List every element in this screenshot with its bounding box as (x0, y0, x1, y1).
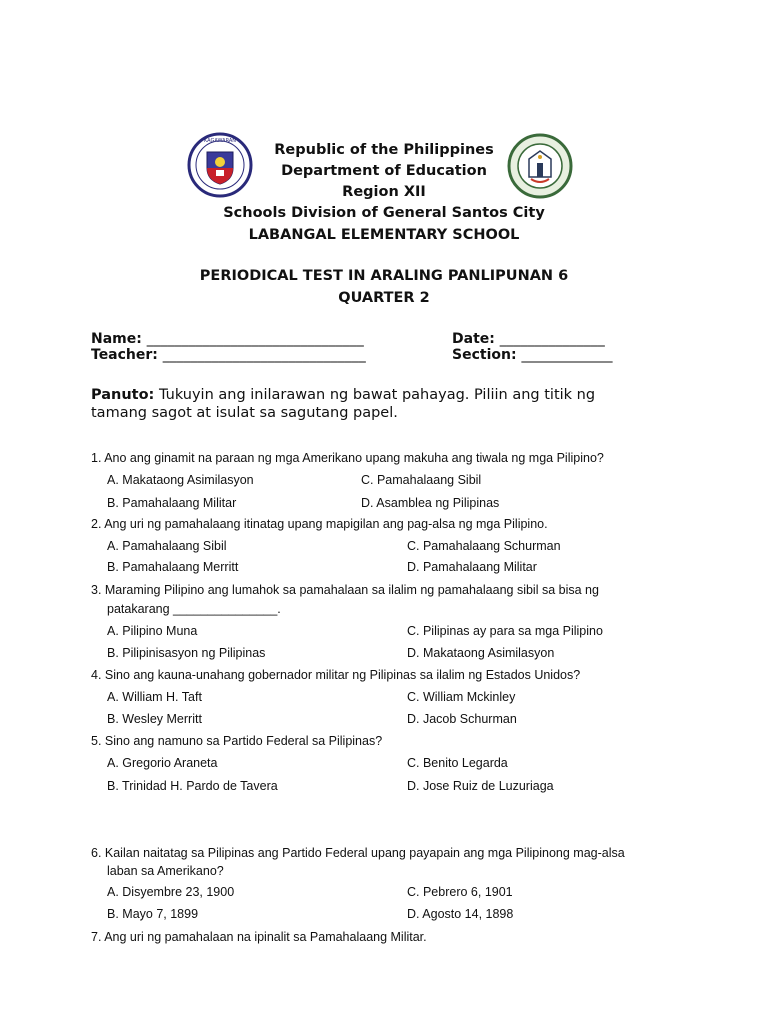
question-6: 6. Kailan naitatag sa Pilipinas ang Partido Federal upang payapain ang mga Pilipinong mag-alsa (91, 846, 625, 860)
section-blank[interactable]: _____________ (521, 347, 613, 363)
teacher-label: Teacher: (91, 347, 158, 363)
q5-option-d: D. Jose Ruiz de Luzuriaga (407, 779, 554, 793)
question-2: 2. Ang uri ng pamahalaang itinatag upang mapigilan ang pag-alsa ng mga Pilipino. (91, 517, 548, 531)
q6-option-b: B. Mayo 7, 1899 (107, 907, 199, 921)
q2-option-a: A. Pamahalaang Sibil (107, 539, 227, 553)
q4-option-d: D. Jacob Schurman (407, 712, 517, 726)
q6-option-d: D. Agosto 14, 1898 (407, 907, 514, 921)
q2-option-d: D. Pamahalaang Militar (407, 560, 537, 574)
test-title: PERIODICAL TEST IN ARALING PANLIPUNAN 6 (199, 268, 569, 284)
q1-option-a: A. Makataong Asimilasyon (107, 473, 254, 487)
header-country: Republic of the Philippines (274, 142, 494, 158)
question-6-continued: laban sa Amerikano? (107, 864, 224, 878)
q5-option-a: A. Gregorio Araneta (107, 756, 218, 770)
directions-label: Panuto: (91, 387, 155, 403)
question-3: 3. Maraming Pilipino ang lumahok sa pamahalaan sa ilalim ng pamahalaang sibil sa bisa ng (91, 583, 599, 597)
q1-option-b: B. Pamahalaang Militar (107, 496, 237, 510)
section-label: Section: (452, 347, 517, 363)
q1-option-d: D. Asamblea ng Pilipinas (361, 496, 500, 510)
q4-option-a: A. William H. Taft (107, 690, 202, 704)
header-division: Schools Division of General Santos City (223, 205, 545, 221)
teacher-field (91, 347, 366, 364)
date-blank[interactable]: _______________ (499, 331, 605, 347)
date-field (452, 331, 605, 348)
directions (91, 386, 651, 422)
directions-text: Tukuyin ang inilarawan ng bawat pahayag. Piliin ang titik ng tamang sagot at isulat sa sagutang papel. (91, 387, 596, 421)
q2-option-b: B. Pamahalaang Merritt (107, 560, 239, 574)
name-blank[interactable]: _______________________________ (146, 331, 364, 347)
q4-option-b: B. Wesley Merritt (107, 712, 202, 726)
q6-option-a: A. Disyembre 23, 1900 (107, 885, 235, 899)
header-school: LABANGAL ELEMENTARY SCHOOL (248, 227, 520, 243)
question-7: 7. Ang uri ng pamahalaan na ipinalit sa Pamahalaang Militar. (91, 930, 427, 944)
question-3-continued: patakarang _______________. (107, 602, 281, 616)
header-region: Region XII (342, 184, 426, 200)
q3-option-d: D. Makataong Asimilasyon (407, 646, 555, 660)
svg-text:KAGAWARAN: KAGAWARAN (203, 138, 237, 144)
question-5: 5. Sino ang namuno sa Partido Federal sa Pilipinas? (91, 734, 383, 748)
section-field (452, 347, 612, 364)
q3-option-a: A. Pilipino Muna (107, 624, 198, 638)
q1-option-c: C. Pamahalaang Sibil (361, 473, 482, 487)
name-field (91, 331, 364, 348)
question-1: 1. Ano ang ginamit na paraan ng mga Amerikano upang makuha ang tiwala ng mga Pilipino? (91, 451, 604, 465)
q2-option-c: C. Pamahalaang Schurman (407, 539, 561, 553)
q4-option-c: C. William Mckinley (407, 690, 516, 704)
test-quarter: QUARTER 2 (338, 290, 430, 306)
q5-option-b: B. Trinidad H. Pardo de Tavera (107, 779, 278, 793)
teacher-blank[interactable]: _____________________________ (162, 347, 366, 363)
header-department: Department of Education (281, 163, 487, 179)
q5-option-c: C. Benito Legarda (407, 756, 508, 770)
date-label: Date: (452, 331, 495, 347)
question-4: 4. Sino ang kauna-unahang gobernador militar ng Pilipinas sa ilalim ng Estados Unidos? (91, 668, 581, 682)
q3-option-b: B. Pilipinisasyon ng Pilipinas (107, 646, 266, 660)
q6-option-c: C. Pebrero 6, 1901 (407, 885, 513, 899)
q3-option-c: C. Pilipinas ay para sa mga Pilipino (407, 624, 603, 638)
name-label: Name: (91, 331, 142, 347)
